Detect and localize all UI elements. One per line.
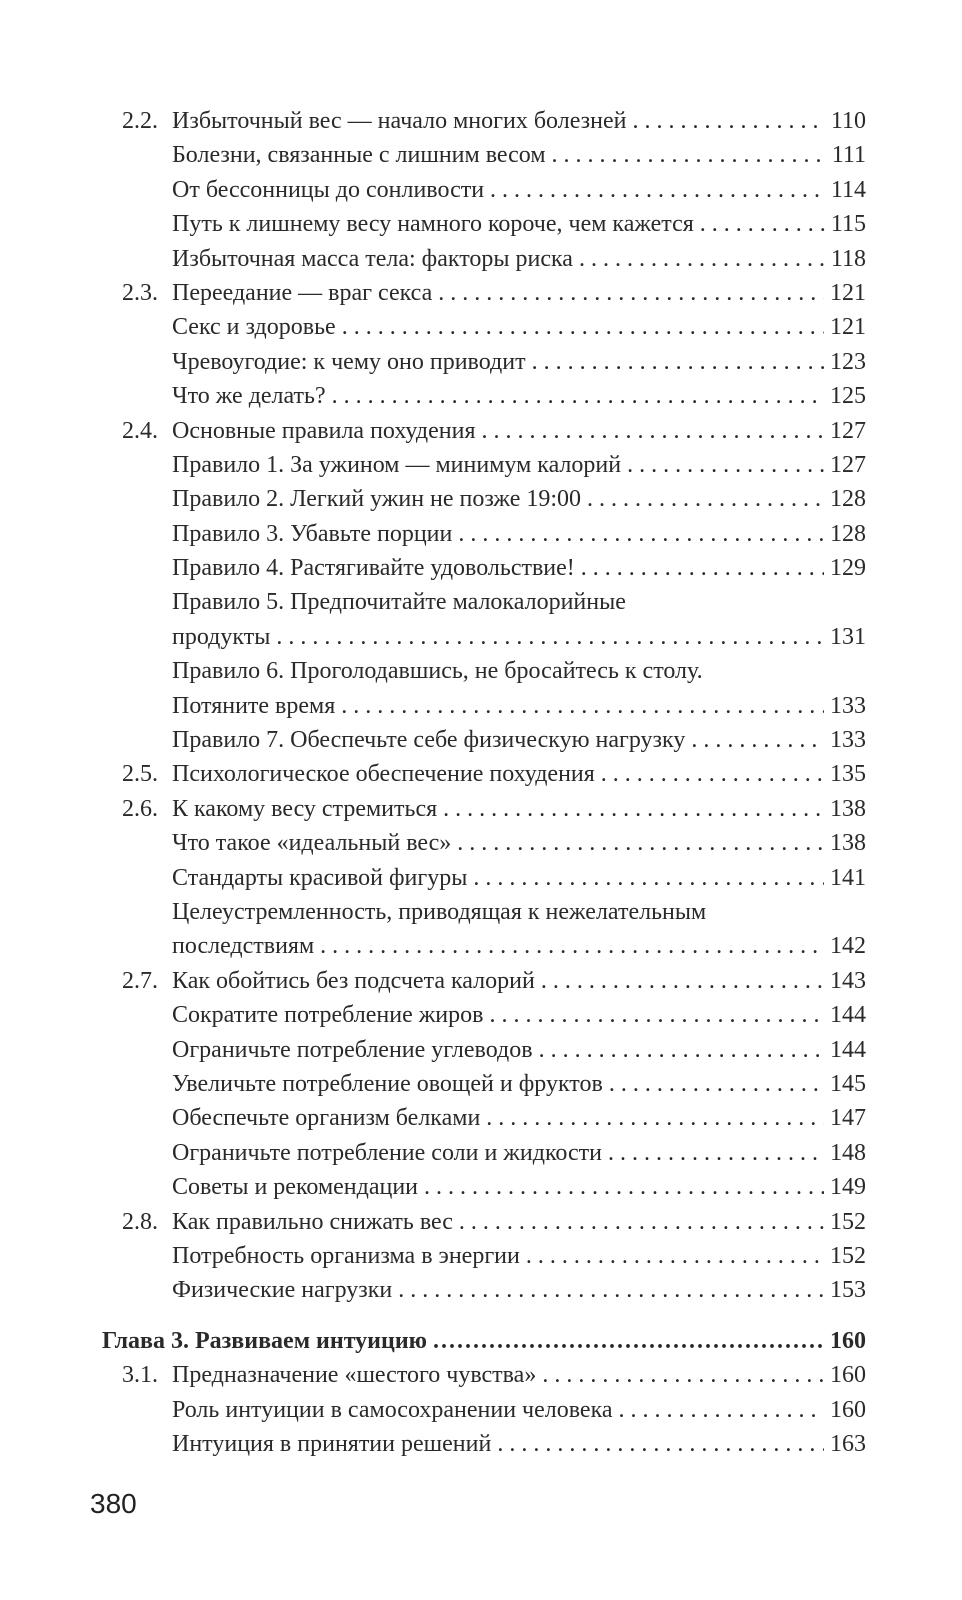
toc-title-line1: Целеустремленность, приводящая к нежелательным — [172, 899, 707, 926]
toc-title-line1: Правило 6. Проголодавшись, не бросайтесь к столу. — [172, 658, 703, 685]
toc-section — [0, 1358, 962, 1392]
leader-dots — [433, 1324, 824, 1358]
leader-dots — [700, 207, 825, 241]
toc-page: 153 — [830, 1277, 866, 1304]
toc-subentry — [0, 138, 962, 172]
toc-title: От бессонницы до сонливости — [172, 176, 485, 203]
toc-title: Предназначение «шестого чувства» — [172, 1362, 537, 1389]
toc-page: 141 — [830, 864, 866, 891]
leader-dots — [581, 551, 824, 585]
leader-dots — [398, 1273, 824, 1307]
toc-page: 133 — [830, 727, 866, 754]
leader-dots — [332, 379, 824, 413]
toc-section — [0, 964, 962, 998]
toc-title: Основные правила похудения — [172, 417, 476, 444]
toc-title: Глава 3. Развиваем интуицию — [102, 1327, 427, 1354]
toc-subentry — [0, 1136, 962, 1170]
leader-dots — [497, 1427, 824, 1461]
toc-title: Избыточный вес — начало многих болезней — [172, 108, 627, 134]
toc-page: 133 — [830, 692, 866, 719]
toc-page: 118 — [830, 245, 866, 272]
leader-dots — [424, 1170, 824, 1204]
leader-dots — [526, 1239, 824, 1273]
leader-dots — [532, 345, 824, 379]
leader-dots — [627, 448, 824, 482]
toc-subentry — [0, 1393, 962, 1427]
leader-dots — [443, 792, 824, 826]
toc-subentry — [0, 1427, 962, 1461]
toc-subentry — [0, 345, 962, 379]
table-of-contents — [0, 104, 962, 1461]
toc-title: Правило 1. За ужином — минимум калорий — [172, 451, 622, 478]
leader-dots — [458, 517, 824, 551]
leader-dots — [579, 242, 825, 276]
toc-title: Что же делать? — [172, 383, 326, 410]
toc-page: 128 — [830, 520, 866, 547]
leader-dots — [552, 138, 826, 172]
toc-title: Психологическое обеспечение похудения — [172, 761, 595, 788]
toc-title: Как обойтись без подсчета калорий — [172, 967, 535, 994]
toc-subentry — [0, 1273, 962, 1307]
toc-section-number: 2.5. — [122, 761, 158, 788]
toc-subentry — [0, 242, 962, 276]
toc-page: 127 — [830, 451, 866, 478]
toc-page: 131 — [830, 623, 866, 650]
toc-page: 114 — [830, 176, 866, 203]
toc-page: 144 — [830, 1002, 866, 1029]
toc-title: Чревоугодие: к чему оно приводит — [172, 348, 526, 375]
toc-section — [0, 414, 962, 448]
toc-section — [0, 757, 962, 791]
leader-dots — [473, 861, 824, 895]
toc-page: 152 — [830, 1242, 866, 1269]
toc-section-number: 2.6. — [122, 795, 158, 822]
toc-title: Правило 3. Убавьте порции — [172, 520, 453, 547]
toc-title: Ограничьте потребление соли и жидкости — [172, 1139, 602, 1166]
toc-subentry — [0, 723, 962, 757]
toc-title: Секс и здоровье — [172, 314, 336, 341]
toc-subentry — [0, 1101, 962, 1135]
toc-subentry — [0, 998, 962, 1032]
toc-page: 160 — [830, 1327, 866, 1354]
toc-title: Путь к лишнему весу намного короче, чем кажется — [172, 211, 694, 238]
toc-page: 128 — [830, 486, 866, 513]
toc-subentry — [0, 448, 962, 482]
toc-page: 135 — [830, 761, 866, 788]
toc-title-line2: Потяните время — [172, 692, 336, 719]
leader-dots — [542, 1358, 824, 1392]
toc-chapter — [0, 1324, 962, 1358]
toc-subentry — [0, 861, 962, 895]
toc-page: 144 — [830, 1036, 866, 1063]
toc-section — [0, 104, 962, 138]
toc-title: Как правильно снижать вес — [172, 1208, 453, 1235]
leader-dots — [457, 826, 824, 860]
toc-subentry — [0, 379, 962, 413]
toc-page: 147 — [830, 1105, 866, 1132]
toc-page: 160 — [830, 1396, 866, 1423]
toc-title-line2: продукты — [172, 623, 271, 650]
toc-section-number: 2.4. — [122, 417, 158, 444]
toc-subentry — [0, 895, 962, 964]
toc-subentry — [0, 826, 962, 860]
toc-title: Увеличьте потребление овощей и фруктов — [172, 1070, 603, 1097]
toc-subentry — [0, 207, 962, 241]
toc-subentry — [0, 585, 962, 654]
toc-title: Что такое «идеальный вес» — [172, 830, 452, 857]
toc-title: К какому весу стремиться — [172, 795, 438, 822]
leader-dots — [587, 482, 824, 516]
toc-title: Интуиция в принятии решений — [172, 1430, 492, 1457]
toc-section — [0, 792, 962, 826]
toc-title: Потребность организма в энергии — [172, 1242, 520, 1269]
toc-title: Роль интуиции в самосохранении человека — [172, 1396, 613, 1423]
toc-title: Ограничьте потребление углеводов — [172, 1036, 533, 1063]
leader-dots — [490, 173, 825, 207]
toc-section-number: 2.8. — [122, 1208, 158, 1235]
toc-section-number: 2.2. — [122, 108, 158, 134]
leader-dots — [691, 723, 824, 757]
toc-section-number: 3.1. — [122, 1362, 158, 1389]
leader-dots — [482, 414, 825, 448]
toc-title: Болезни, связанные с лишним весом — [172, 142, 546, 169]
toc-page: 121 — [830, 314, 866, 341]
leader-dots — [486, 1101, 824, 1135]
toc-subentry — [0, 173, 962, 207]
toc-subentry — [0, 1067, 962, 1101]
toc-page: 125 — [830, 383, 866, 410]
toc-title: Правило 7. Обеспечьте себе физическую нагрузку — [172, 727, 686, 754]
toc-page: 127 — [830, 417, 866, 444]
toc-page: 115 — [830, 211, 866, 238]
toc-subentry — [0, 551, 962, 585]
toc-page: 143 — [830, 967, 866, 994]
toc-section — [0, 276, 962, 310]
toc-page: 138 — [830, 795, 866, 822]
toc-page: 148 — [830, 1139, 866, 1166]
toc-section-number: 2.3. — [122, 279, 158, 306]
leader-dots — [541, 964, 824, 998]
toc-title: Физические нагрузки — [172, 1277, 393, 1304]
toc-page: 160 — [830, 1362, 866, 1389]
toc-page: 149 — [830, 1174, 866, 1201]
toc-subentry — [0, 517, 962, 551]
toc-page: 145 — [830, 1070, 866, 1097]
toc-page: 152 — [830, 1208, 866, 1235]
leader-dots — [619, 1393, 824, 1427]
toc-title: Правило 4. Растягивайте удовольствие! — [172, 555, 575, 582]
leader-dots — [601, 757, 824, 791]
leader-dots — [320, 929, 824, 963]
toc-section — [0, 1205, 962, 1239]
toc-title: Переедание — враг секса — [172, 279, 433, 306]
leader-dots — [632, 104, 824, 138]
leader-dots — [438, 276, 824, 310]
leader-dots — [489, 998, 824, 1032]
leader-dots — [459, 1205, 824, 1239]
toc-section-number: 2.7. — [122, 967, 158, 994]
toc-subentry — [0, 1170, 962, 1204]
toc-title: Советы и рекомендации — [172, 1174, 419, 1201]
toc-title: Обеспечьте организм белками — [172, 1105, 481, 1132]
toc-subentry — [0, 654, 962, 723]
toc-page: 138 — [830, 830, 866, 857]
toc-subentry — [0, 1033, 962, 1067]
leader-dots — [276, 620, 824, 654]
toc-title: Сократите потребление жиров — [172, 1002, 484, 1029]
toc-page: 142 — [830, 933, 866, 960]
toc-title-line2: последствиям — [172, 933, 315, 960]
toc-page: 123 — [830, 348, 866, 375]
leader-dots — [609, 1067, 824, 1101]
leader-dots — [608, 1136, 824, 1170]
toc-title: Стандарты красивой фигуры — [172, 864, 468, 891]
toc-title-line1: Правило 5. Предпочитайте малокалорийные — [172, 589, 626, 616]
toc-page: 111 — [831, 142, 866, 169]
toc-page: 163 — [830, 1430, 866, 1457]
toc-page: 121 — [830, 279, 866, 306]
toc-title: Правило 2. Легкий ужин не позже 19:00 — [172, 486, 582, 513]
leader-dots — [341, 689, 824, 723]
leader-dots — [539, 1033, 824, 1067]
toc-page: 129 — [830, 555, 866, 582]
toc-title: Избыточная масса тела: факторы риска — [172, 245, 573, 272]
toc-subentry — [0, 482, 962, 516]
toc-page: 110 — [830, 108, 866, 134]
leader-dots — [342, 310, 824, 344]
page-number: 380 — [90, 1488, 137, 1519]
toc-subentry — [0, 310, 962, 344]
toc-subentry — [0, 1239, 962, 1273]
